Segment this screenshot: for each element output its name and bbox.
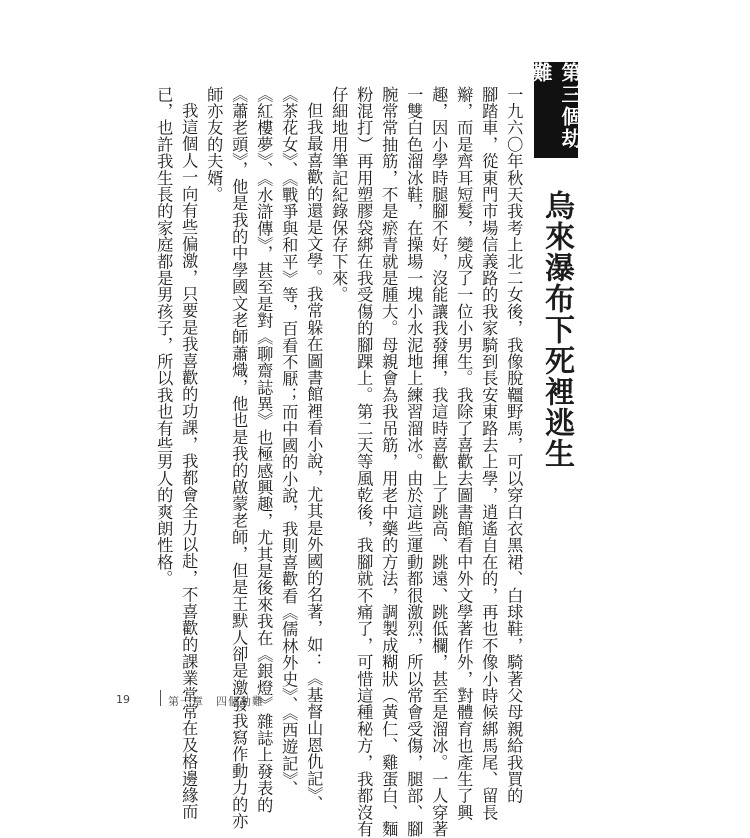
text-column: 腳踏車，從東門市場信義路的我家騎到長安東路去上學，逍遙自在的，再也不像小時候綁馬尾、留長 [479, 86, 499, 821]
running-head: 第一章 四個劫難 [168, 695, 264, 708]
chapter-tab: 第三個劫難 [534, 62, 578, 158]
text-column: 仔細地用筆記紀錄保存下來。 [329, 86, 349, 304]
text-column: 《茶花女》、《戰爭與和平》等，百看不厭；而中國的小說，我則喜歡看《儒林外史》、《西遊記》、 [279, 86, 299, 797]
text-column: 《紅樓夢》、《水滸傳》，甚至是對《聊齋誌異》也極感興趣，尤其是後來我在《銀燈》雜誌上發表的 [254, 86, 274, 814]
text-column: 趣，因小學時腿腳不好，沒能讓我發揮，我這時喜歡上了跳高、跳遠、跳低欄，甚至是溜冰。一人穿著 [429, 86, 449, 838]
text-column: 粉混打）再用塑膠袋綁在我受傷的腳踝上。第二天等風乾後，我腳就不痛了，可惜這種秘方，我都沒有 [354, 86, 374, 838]
text-column: 《蕭老頭》，他是我的中學國文老師蕭熾，他也是我的啟蒙老師，但是王默人卻是激發我寫作動力的亦 [229, 86, 249, 830]
text-column: 我這個人一向有些偏激，只要是我喜歡的功課，我都會全力以赴，不喜歡的課業常常在及格邊緣而 [179, 102, 199, 821]
footer-divider [160, 690, 161, 706]
text-column: 已，也許我生長的家庭都是男孩子，所以我也有些男人的爽朗性格。 [154, 86, 174, 587]
chapter-heading: 烏來瀑布下死裡逃生 [539, 190, 574, 469]
text-column: 但我最喜歡的還是文學。我常躲在圖書館裡看小說，尤其是外國的名著，如：《基督山恩仇記》、 [304, 102, 324, 812]
text-column: 一雙白色溜冰鞋，在操場一塊小水泥地上練習溜冰。由於這些運動都很激烈，所以常會受傷，腿部、腳 [404, 86, 424, 838]
text-column: 腕常常抽筋，不是瘀青就是腫大。母親會為我吊筋，用老中藥的方法，調製成糊狀（黃仁、雞蛋白、麵 [379, 86, 399, 838]
text-column: 一九六〇年秋天我考上北二女後，我像脫韁野馬，可以穿白衣黑裙、白球鞋，騎著父母親給我買的 [504, 86, 524, 805]
text-column: 師亦友的夫婿。 [204, 86, 224, 203]
page-number: 19 [116, 693, 130, 706]
text-column: 辮，而是齊耳短髮，變成了一位小男生。我除了喜歡去圖書館看中外文學著作外，對體育也產生了興 [454, 86, 474, 821]
